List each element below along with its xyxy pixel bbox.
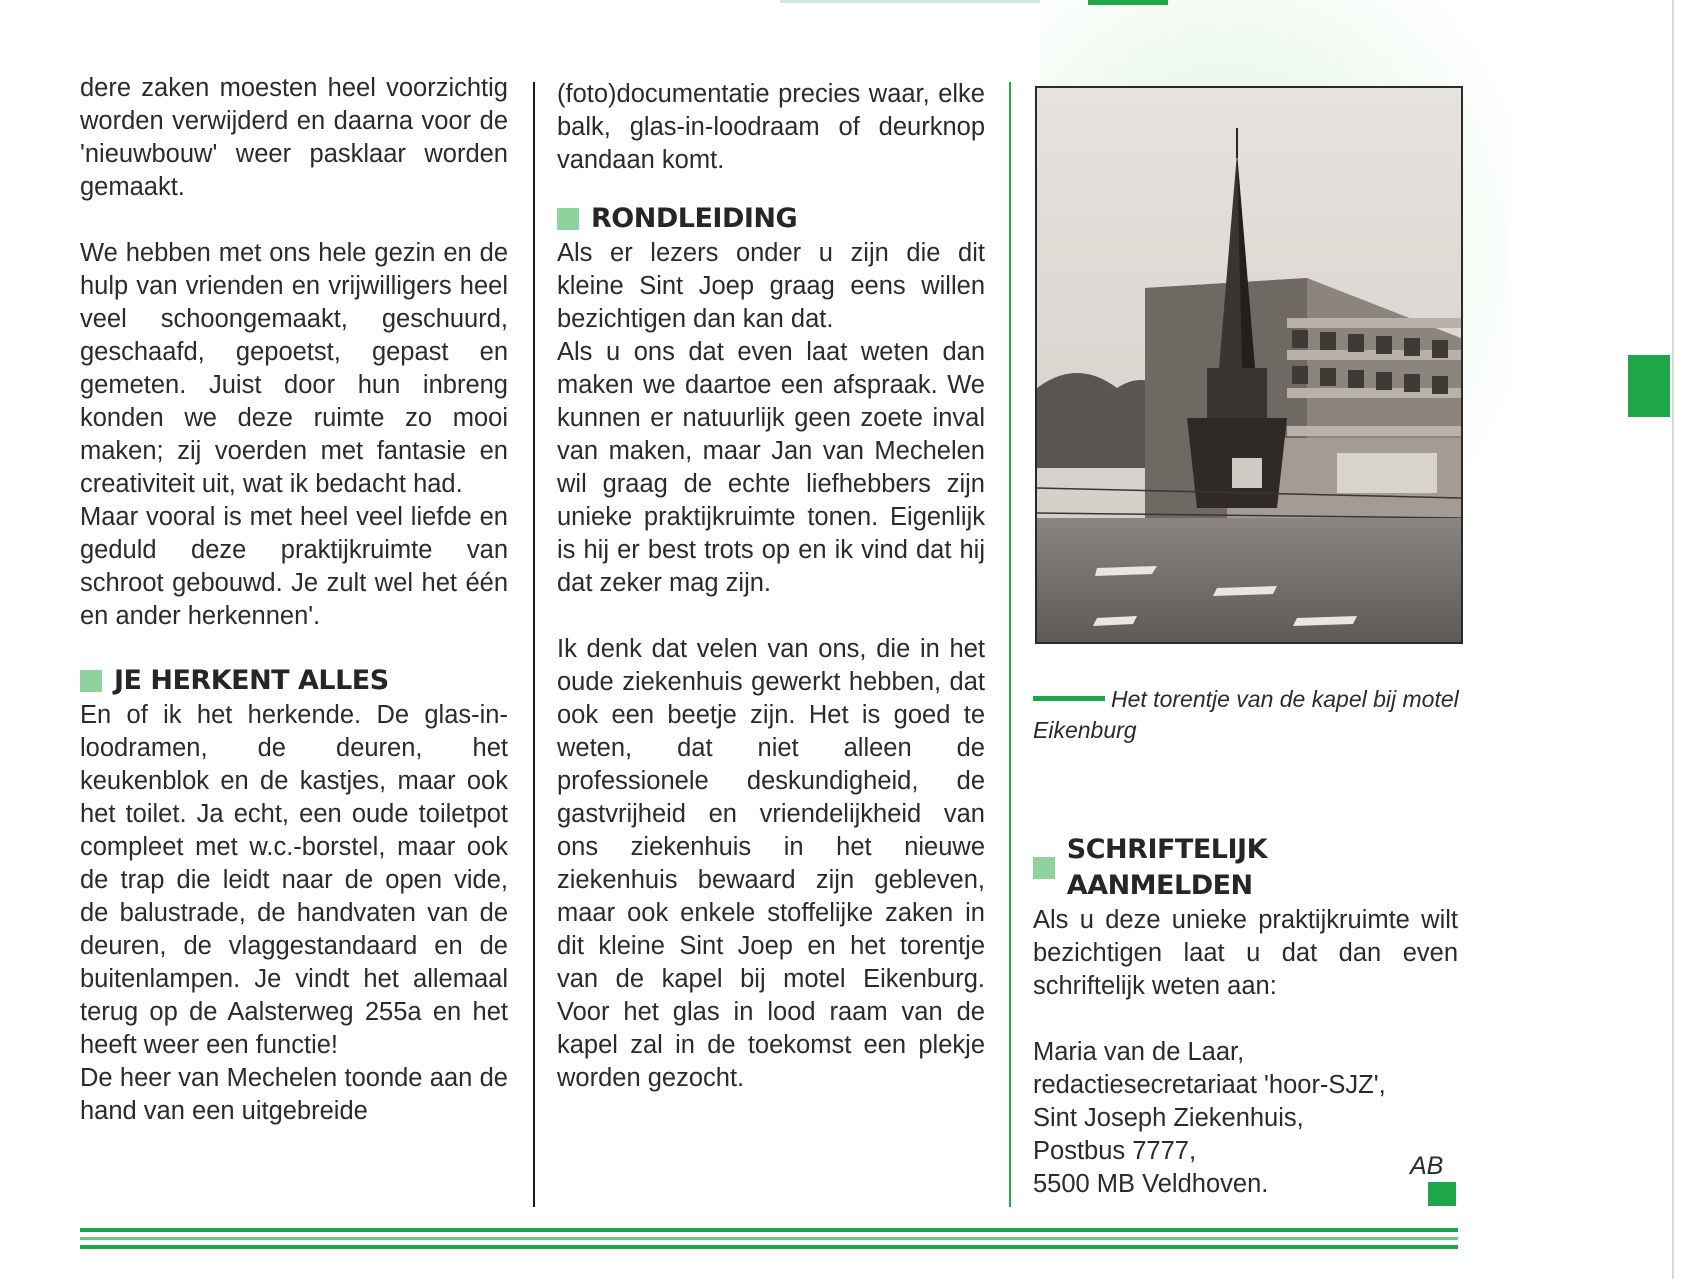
address-block bbox=[1033, 1036, 1458, 1201]
column1-paragraph-5: De heer van Mechelen toonde aan de hand van een uitgebreide bbox=[80, 1064, 508, 1125]
column1-paragraph-1: dere zaken moesten heel voorzichtig worden verwijderd en daarna voor de 'nieuwbouw' weer pasklaar worden gemaakt. bbox=[80, 74, 508, 201]
column3-paragraph-1: Als u deze unieke praktijkruimte wilt bezichtigen laat u dat dan even schriftelijk weten aan: bbox=[1033, 906, 1458, 1000]
column2-paragraph-2: Als er lezers onder u zijn die dit kleine Sint Joep graag eens willen bezichtigen dan kan dat. bbox=[557, 239, 985, 333]
church-tower-photo bbox=[1035, 86, 1463, 644]
section-heading-je-herkent-alles bbox=[80, 663, 508, 699]
address-line: redactiesecretariaat 'hoor-SJZ', bbox=[1033, 1071, 1386, 1099]
heading-marker-icon bbox=[80, 670, 102, 692]
bottom-rule bbox=[80, 1245, 1458, 1249]
column1-paragraph-4: En of ik het herkende. De glas-in-loodramen, de deuren, het keukenblok en de kastjes, maar ook het toilet. Ja echt, een oude toiletpot compleet met w.c.-borstel, maar ook de trap die leidt naar de open vide, de balustrade, de handvaten van de deuren, de vlaggestandaard en de buitenlampen. Je vindt het allemaal terug op de Aalsterweg 255a en het heeft weer een functie! bbox=[80, 701, 508, 1059]
top-edge-marker bbox=[1088, 0, 1168, 5]
photo-illustration bbox=[1037, 88, 1461, 642]
page-edge-line bbox=[1672, 0, 1674, 1279]
column1-paragraph-3: Maar vooral is met heel veel liefde en geduld deze praktijkruimte van schroot gebouwd. Je zult wel het één en ander herkennen'. bbox=[80, 503, 508, 630]
column-3 bbox=[1033, 832, 1458, 1201]
address-line: Sint Joseph Ziekenhuis, bbox=[1033, 1104, 1304, 1132]
section-heading-rondleiding bbox=[557, 201, 985, 237]
top-edge-tint bbox=[780, 0, 1040, 3]
bottom-rule bbox=[80, 1228, 1458, 1232]
heading-text: JE HERKENT ALLES bbox=[114, 665, 389, 696]
article-end-marker bbox=[1428, 1182, 1456, 1206]
author-initials: AB bbox=[1410, 1152, 1444, 1180]
column2-paragraph-3: Als u ons dat even laat weten dan maken we daartoe een afspraak. We kunnen er natuurlijk geen zoete inval van maken, maar Jan van Mechelen wil graag de echte liefhebbers zijn unieke praktijkruimte tonen. Eigenlijk is hij er best trots op en ik vind dat hij dat zeker mag zijn. bbox=[557, 338, 985, 597]
address-line: Maria van de Laar, bbox=[1033, 1038, 1245, 1066]
bottom-rule bbox=[80, 1237, 1458, 1240]
heading-marker-icon bbox=[557, 208, 579, 230]
page-side-tab bbox=[1628, 355, 1670, 417]
heading-marker-icon bbox=[1033, 857, 1055, 879]
section-heading-schriftelijk-aanmelden bbox=[1033, 832, 1458, 904]
address-line: 5500 MB Veldhoven. bbox=[1033, 1170, 1269, 1198]
column-1 bbox=[80, 72, 508, 1128]
address-line: Postbus 7777, bbox=[1033, 1137, 1197, 1165]
heading-text: SCHRIFTELIJK AANMELDEN bbox=[1066, 834, 1268, 901]
column-divider-2 bbox=[1009, 82, 1011, 1207]
caption-marker-icon bbox=[1033, 696, 1105, 701]
column-divider-1 bbox=[533, 82, 535, 1207]
column2-paragraph-4: Ik denk dat velen van ons, die in het oude ziekenhuis gewerkt hebben, dat ook een beetje zijn. Het is goed te weten, dat niet alleen de professionele deskundigheid, de gastvrijheid en vriendelijkheid van ons ziekenhuis in het nieuwe ziekenhuis bewaard zijn gebleven, maar ook enkele stoffelijke zaken in dit kleine Sint Joep en het torentje van de kapel bij motel Eikenburg. Voor het glas in lood raam van de kapel zal in de toekomst een plekje worden gezocht. bbox=[557, 635, 985, 1092]
photo-caption bbox=[1033, 684, 1463, 746]
heading-text: RONDLEIDING bbox=[591, 203, 798, 234]
column-2 bbox=[557, 78, 985, 1095]
column2-paragraph-1: (foto)documentatie precies waar, elke balk, glas-in-loodraam of deurknop vandaan komt. bbox=[557, 80, 985, 174]
caption-text: Het torentje van de kapel bij motel Eikenburg bbox=[1033, 686, 1459, 743]
column1-paragraph-2: We hebben met ons hele gezin en de hulp van vrienden en vrijwilligers heel veel schoongemaakt, geschuurd, geschaafd, gepoetst, gepast en gemeten. Juist door hun inbreng konden we deze ruimte zo mooi maken; zij voerden met fantasie en creativiteit uit, wat ik bedacht had. bbox=[80, 239, 508, 498]
